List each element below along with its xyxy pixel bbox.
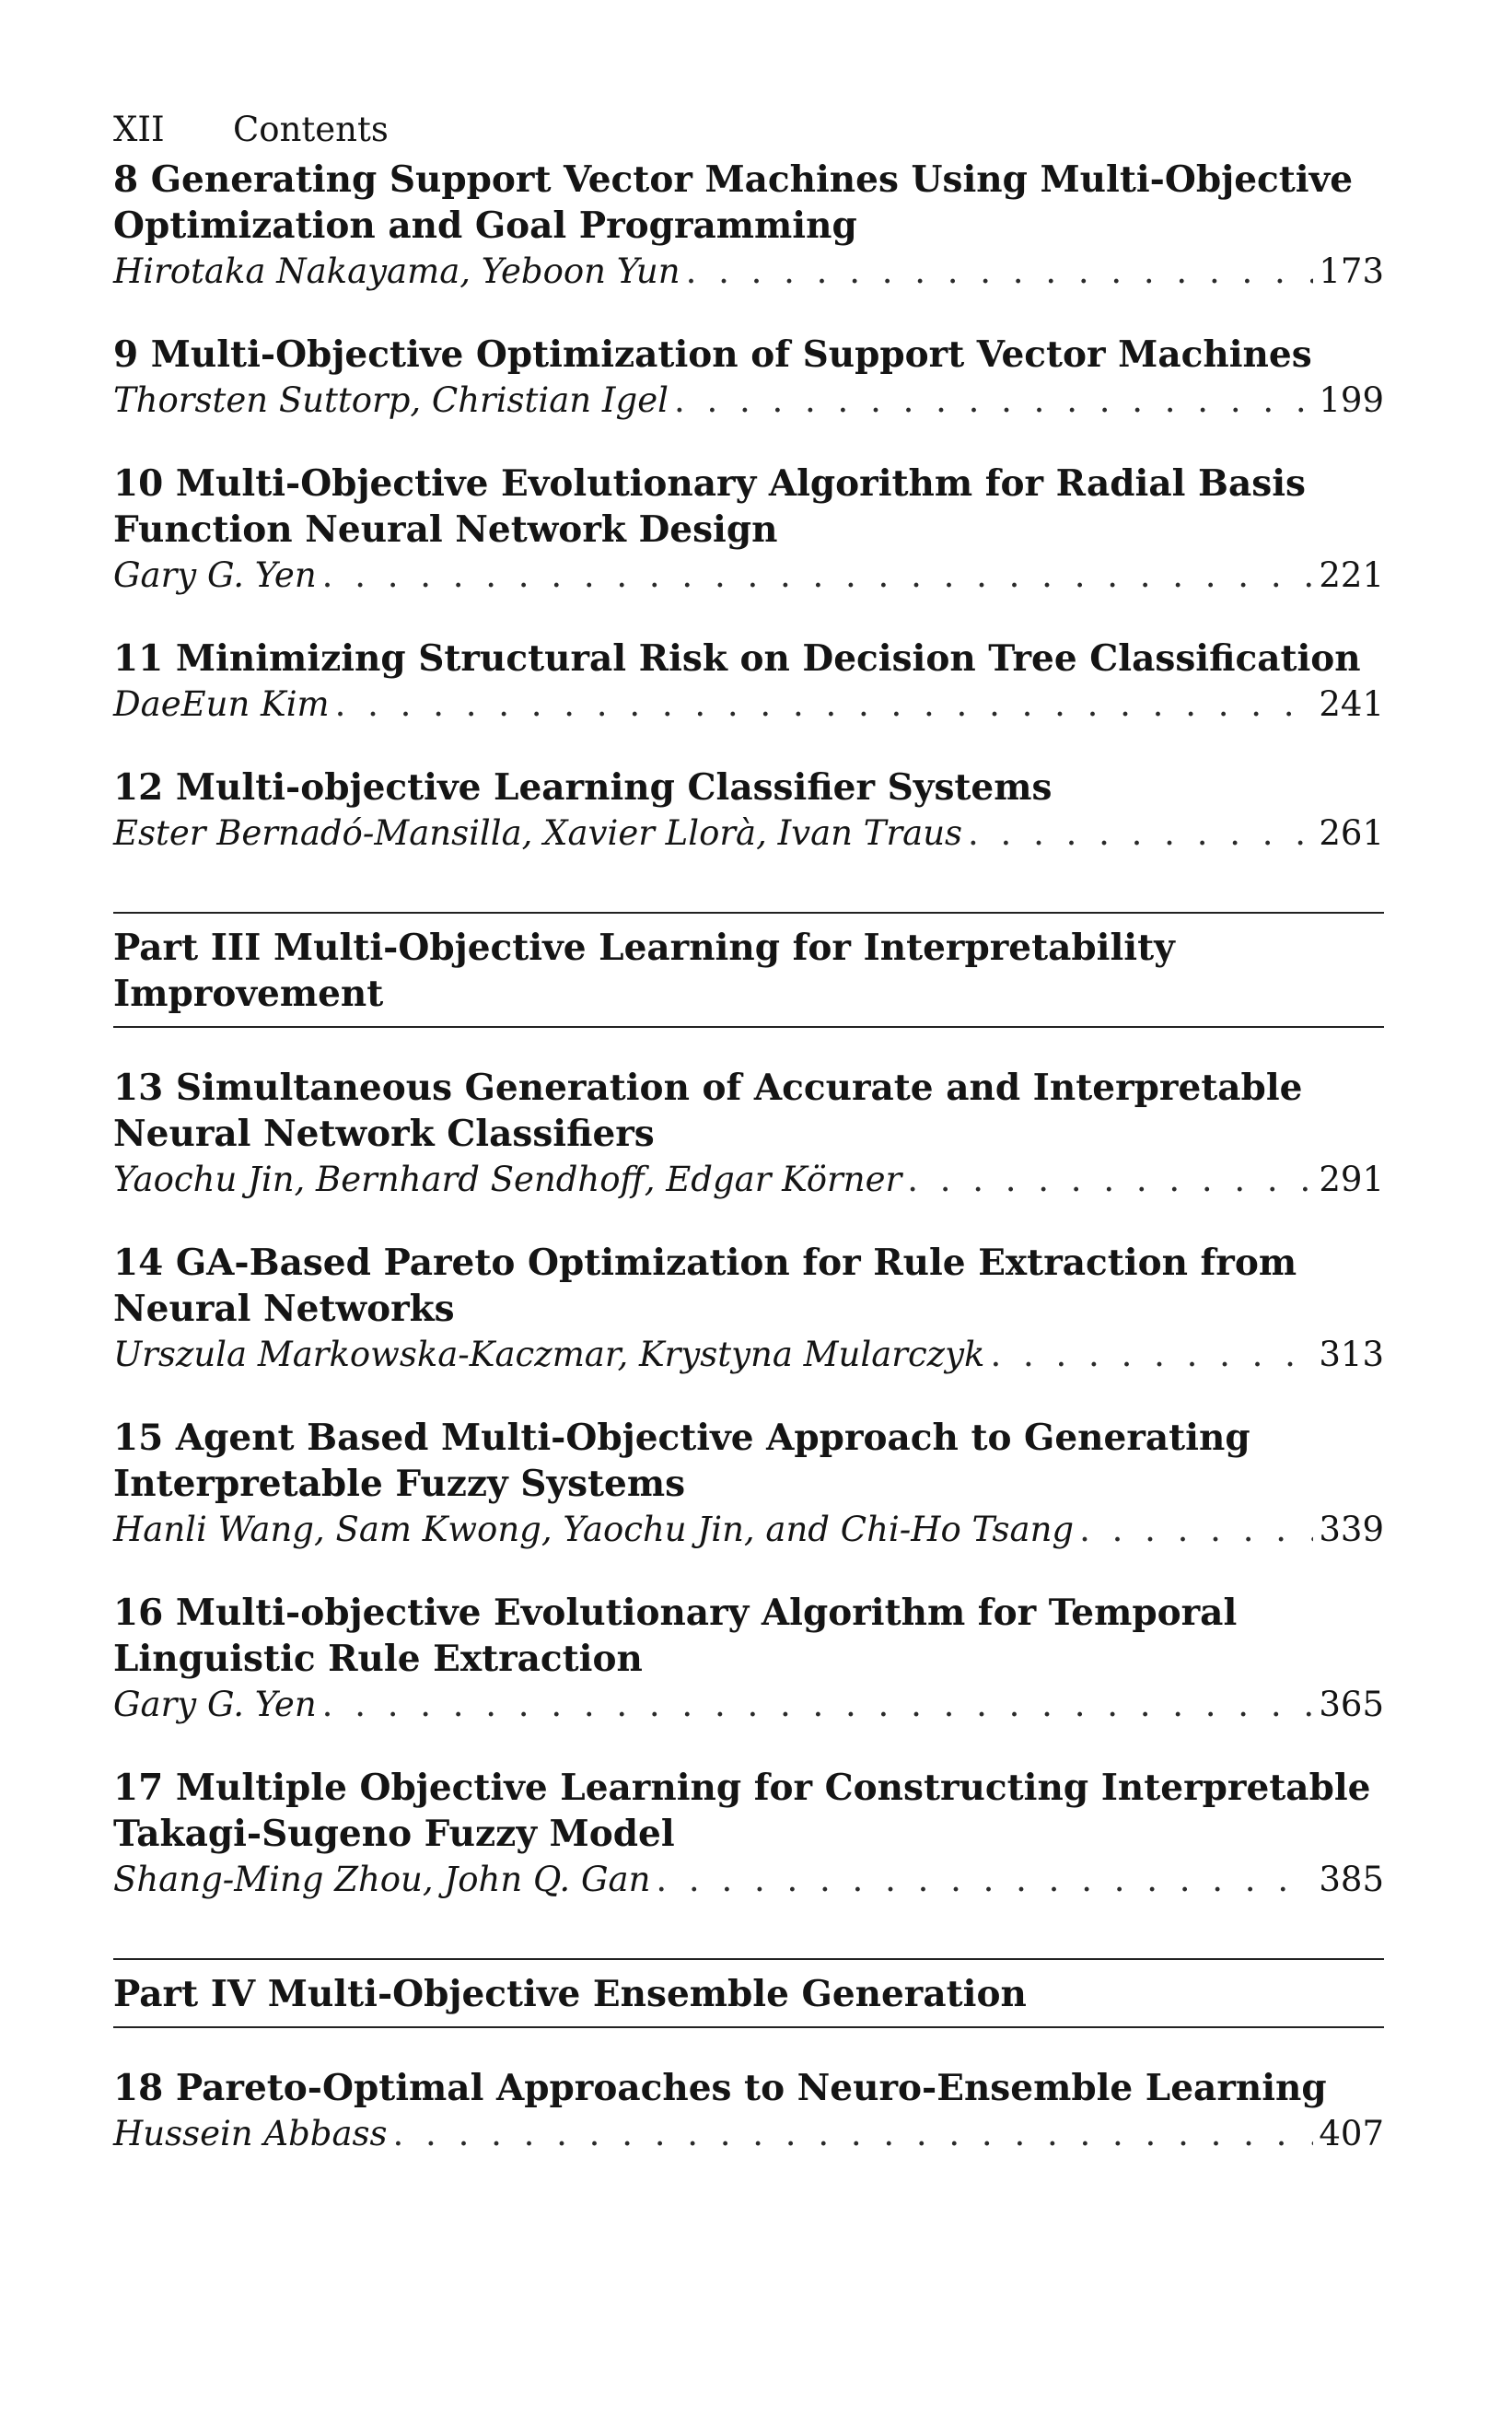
header-page-number: XII <box>113 109 165 149</box>
dot-leader <box>322 1682 1314 1728</box>
chapter-title[interactable]: 15 Agent Based Multi-Objective Approach to Generating Interpretable Fuzzy Systems <box>113 1417 1250 1505</box>
chapter-author-line <box>113 1682 1384 1728</box>
part-title: Part III Multi-Objective Learning for Interpretability Improvement <box>113 927 1175 1015</box>
chapter-authors: Urszula Markowska-Kaczmar, Krystyna Mularczyk <box>113 1335 985 1374</box>
toc-page <box>113 101 1384 2194</box>
toc-entry[interactable] <box>113 1240 1384 1378</box>
chapter-page-number[interactable]: 385 <box>1319 1860 1384 1899</box>
chapter-author-line <box>113 1332 1384 1378</box>
table-of-contents <box>113 157 1384 2157</box>
chapter-title[interactable]: 13 Simultaneous Generation of Accurate and Interpretable Neural Network Classifiers <box>113 1067 1303 1155</box>
chapter-authors: Hanli Wang, Sam Kwong, Yaochu Jin, and Chi-Ho Tsang <box>113 1510 1075 1549</box>
chapter-page-number[interactable]: 221 <box>1319 555 1384 595</box>
chapter-author-line <box>113 1507 1384 1553</box>
chapter-authors: Ester Bernadó-Mansilla, Xavier Llorà, Ivan Traus <box>113 813 963 853</box>
dot-leader <box>686 249 1314 295</box>
chapter-author-line <box>113 1157 1384 1203</box>
toc-entry[interactable] <box>113 764 1384 857</box>
chapter-authors: Yaochu Jin, Bernhard Sendhoff, Edgar Körner <box>113 1160 902 1199</box>
chapter-page-number[interactable]: 199 <box>1319 380 1384 420</box>
chapter-title[interactable]: 17 Multiple Objective Learning for Constructing Interpretable Takagi-Sugeno Fuzzy Model <box>113 1767 1371 1855</box>
chapter-authors: Thorsten Suttorp, Christian Igel <box>113 380 669 420</box>
chapter-author-line <box>113 249 1384 295</box>
dot-leader <box>907 1157 1313 1203</box>
dot-leader <box>990 1332 1313 1378</box>
chapter-title[interactable]: 8 Generating Support Vector Machines Using Multi-Objective Optimization and Goal Programming <box>113 158 1354 247</box>
chapter-title[interactable]: 10 Multi-Objective Evolutionary Algorithm for Radial Basis Function Neural Network Design <box>113 462 1306 551</box>
part-title: Part IV Multi-Objective Ensemble Generation <box>113 1973 1027 2015</box>
chapter-page-number[interactable]: 291 <box>1319 1160 1384 1199</box>
dot-leader <box>393 2111 1314 2157</box>
chapter-title[interactable]: 18 Pareto-Optimal Approaches to Neuro-Ensemble Learning <box>113 2067 1327 2109</box>
dot-leader <box>968 811 1313 857</box>
toc-entry[interactable] <box>113 332 1384 424</box>
chapter-title[interactable]: 12 Multi-objective Learning Classifier Systems <box>113 766 1053 809</box>
chapter-author-line <box>113 378 1384 424</box>
header-title: Contents <box>233 109 389 149</box>
part-heading <box>113 912 1384 1028</box>
chapter-page-number[interactable]: 407 <box>1319 2114 1384 2153</box>
chapter-page-number[interactable]: 365 <box>1319 1685 1384 1724</box>
toc-entry[interactable] <box>113 157 1384 295</box>
chapter-authors: Shang-Ming Zhou, John Q. Gan <box>113 1860 651 1899</box>
dot-leader <box>1079 1507 1313 1553</box>
toc-entry[interactable] <box>113 2065 1384 2157</box>
chapter-authors: Hussein Abbass <box>113 2114 388 2153</box>
toc-entry[interactable] <box>113 1065 1384 1203</box>
toc-entry[interactable] <box>113 1415 1384 1553</box>
chapter-page-number[interactable]: 339 <box>1319 1510 1384 1549</box>
chapter-title[interactable]: 16 Multi-objective Evolutionary Algorithm for Temporal Linguistic Rule Extraction <box>113 1592 1238 1680</box>
dot-leader <box>674 378 1313 424</box>
chapter-authors: Hirotaka Nakayama, Yeboon Yun <box>113 251 680 291</box>
toc-entry[interactable] <box>113 461 1384 599</box>
running-header <box>113 101 1384 157</box>
toc-entry[interactable] <box>113 1590 1384 1728</box>
chapter-page-number[interactable]: 313 <box>1319 1335 1384 1374</box>
chapter-title[interactable]: 14 GA-Based Pareto Optimization for Rule Extraction from Neural Networks <box>113 1242 1297 1330</box>
dot-leader <box>322 553 1314 599</box>
chapter-authors: Gary G. Yen <box>113 555 317 595</box>
dot-leader <box>335 682 1314 728</box>
chapter-page-number[interactable]: 241 <box>1319 684 1384 724</box>
toc-entry[interactable] <box>113 1765 1384 1903</box>
chapter-author-line <box>113 682 1384 728</box>
chapter-author-line <box>113 811 1384 857</box>
chapter-title[interactable]: 11 Minimizing Structural Risk on Decision Tree Classification <box>113 637 1361 680</box>
toc-entry[interactable] <box>113 636 1384 728</box>
chapter-page-number[interactable]: 261 <box>1319 813 1384 853</box>
part-heading <box>113 1958 1384 2028</box>
chapter-author-line <box>113 2111 1384 2157</box>
chapter-authors: Gary G. Yen <box>113 1685 317 1724</box>
dot-leader <box>656 1857 1313 1903</box>
chapter-authors: DaeEun Kim <box>113 684 330 724</box>
chapter-title[interactable]: 9 Multi-Objective Optimization of Support Vector Machines <box>113 333 1312 376</box>
chapter-page-number[interactable]: 173 <box>1319 251 1384 291</box>
chapter-author-line <box>113 553 1384 599</box>
chapter-author-line <box>113 1857 1384 1903</box>
